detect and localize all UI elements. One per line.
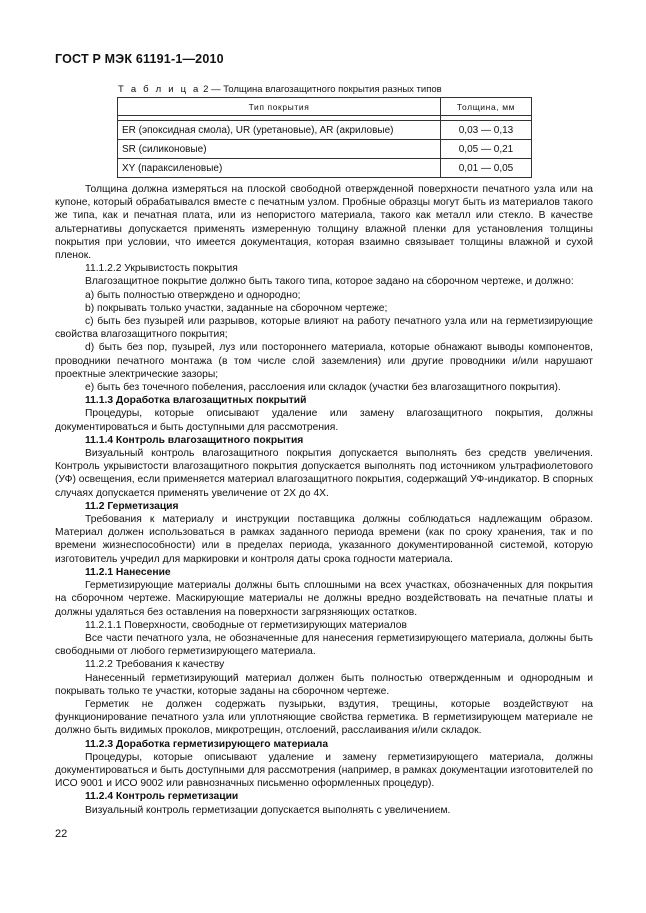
section-heading: 11.1.3 Доработка влагозащитных покрытий [85,395,307,407]
table-row [118,140,532,159]
section-heading: 11.1.2.2 Укрывистость покрытия [85,263,238,275]
paragraph: Влагозащитное покрытие должно быть такого типа, которое задано на сборочном чертеже, и должно: [85,276,574,288]
page-number: 22 [55,828,68,840]
section-heading: 11.1.4 Контроль влагозащитного покрытия [85,434,304,446]
column-header-type: Тип покрытия [118,98,441,116]
paragraph: Герметик не должен содержать пузырьки, вздутия, трещины, которые воздействуют на функционирование печатного узла или уплотняющие свойства герметика. В герметизирующем материале не должно быть видимых проколов, микротрещин, отслоений, расслаивания и/или складок. [55,698,593,737]
cell-thickness: 0,05 — 0,21 [441,140,532,159]
document-body [55,183,593,817]
list-item: b) покрывать только участки, заданные на сборочном чертеже; [85,302,388,314]
paragraph: Процедуры, которые описывают удаление и замену герметизирующего материала, должны документироваться и быть доступными для рассмотрения (например, в рамках документации изготовителей по ИСО 9001 и ИСО 9002 или равнозначных письменно оформленных процедур). [55,751,593,790]
section-heading: 11.2.2 Требования к качеству [85,659,225,671]
cell-coating-type: XY (парaксиленовые) [118,159,441,178]
list-item: e) быть без точечного побеления, расслоения или складок (участки без влагозащитного покрытия). [85,382,561,394]
table-row [118,121,532,140]
section-heading: 11.2.3 Доработка герметизирующего материала [85,738,329,750]
paragraph: Процедуры, которые описывают удаление или замену влагозащитного покрытия, должны документироваться и быть доступными для рассмотрения. [55,408,593,433]
paragraph: Требования к материалу и инструкции поставщика должны соблюдаться надлежащим образом. Материал должен использоваться в рамках заданного периода времени (как по сроку хранения, так и по времени жизнеспособности) или в пределах периода, указанного документированной системой, которую изготовитель учредил для маркировки и контроля даты срока годности материала. [55,514,593,565]
table-row [118,159,532,178]
table-caption-prefix: Т а б л и ц а [118,84,201,95]
paragraph: Визуальный контроль влагозащитного покрытия допускается выполнять без средств увеличения. Контроль укрывистости влагозащитного покрытия допускается выполнять под источником ультрафиолетового (УФ) освещения, если применяется материал влагозащитного покрытия, содержащий УФ-индикатор. В спорных случаях допускается применять увеличение от 2X до 4X. [55,448,593,499]
list-item: c) быть без пузырей или разрывов, которые влияют на работу печатного узла или на герметизирующие свойства влагозащитного покрытия; [55,316,593,341]
document-header: ГОСТ Р МЭК 61191-1—2010 [55,52,224,66]
paragraph: Нанесенный герметизирующий материал должен быть полностью отвержденным и однородным и покрывать только те участки, которые заданы на сборочном чертеже. [55,672,593,697]
paragraph: Визуальный контроль герметизации допускается выполнять с увеличением. [85,804,451,816]
section-heading: 11.2.1 Нанесение [85,566,171,578]
paragraph: Герметизирующие материалы должны быть сплошными на всех участках, обозначенных для покрытия на сборочном чертеже. Маскирующие материалы не должны вредно воздействовать на печатные платы и должны удаляться без оставления на поверхности загрязняющих остатков. [55,580,593,618]
cell-thickness: 0,01 — 0,05 [441,159,532,178]
section-heading: 11.2.1.1 Поверхности, свободные от герметизирующих материалов [85,619,407,631]
section-heading: 11.2.4 Контроль герметизации [85,791,239,803]
cell-coating-type: ER (эпоксидная смола), UR (уретановые), AR (акриловые) [118,121,441,140]
cell-thickness: 0,03 — 0,13 [441,121,532,140]
list-item: d) быть без пор, пузырей, луз или постороннего материала, которые обнажают выводы компонентов, проводники печатного монтажа (в том числе слой заземления) или другие проводники и/или нарушают проектные электрические зазоры; [55,342,593,380]
paragraph: Толщина должна измеряться на плоской свободной отвержденной поверхности печатного узла или на купоне, который обрабатывался вместе с печатным узлом. Пробные образцы могут быть из материалов такого же типа, как и печатная плата, или из непористого материала, такого как металл или стекло. В качестве альтернативы допускается применять измеренную толщину влажной пленки для установления толщины покрытия при условии, что имеется документация, которая взаимно связывает толщины влажной и сухой пленок. [55,184,593,262]
table-caption-text: 2 — Толщина влагозащитного покрытия разных типов [200,84,442,95]
section-heading: 11.2 Герметизация [85,500,179,512]
paragraph: Все части печатного узла, не обозначенные для нанесения герметизирующего материала, должны быть свободными от любого герметизирующего материала. [55,632,593,658]
list-item: a) быть полностью отверждено и однородно; [85,289,301,301]
table-header-row [118,98,532,116]
coating-thickness-table [117,97,532,178]
table-caption [118,84,442,95]
cell-coating-type: SR (силиконовые) [118,140,441,159]
column-header-thickness: Толщина, мм [441,98,532,116]
